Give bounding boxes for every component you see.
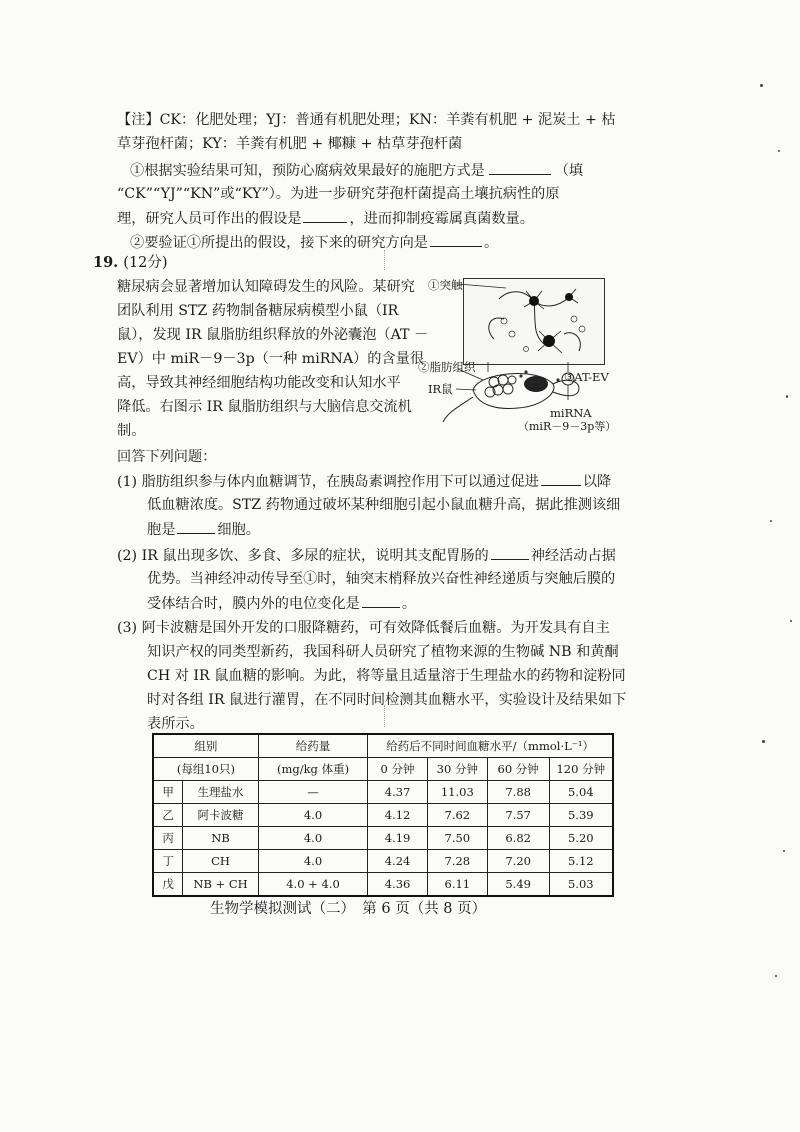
cell-value: 5.49 [487,873,549,897]
sub3-line2: 知识产权的同类型新药，我国科研人员研究了植物来源的生物碱 NB 和黄酮 [147,644,619,660]
sub2-line1: (2) IR 鼠出现多饮、多食、多尿的症状，说明其支配胃肠的 神经活动占据 [117,545,616,566]
cell-value: 7.57 [487,804,549,827]
label-at-ev: ③AT-EV [564,370,609,384]
cell-drug: NB + CH [183,873,259,897]
answer-blank[interactable] [430,232,482,247]
cell-id: 丁 [153,850,183,873]
answer-prompt: 回答下列问题： [117,449,217,465]
cell-value: 5.20 [549,827,613,850]
cell-value: 5.12 [549,850,613,873]
cell-value: 6.11 [427,873,487,897]
header-level: 给药后不同时间血糖水平/（mmol·L⁻¹） [368,734,613,758]
q19-intro-line: 糖尿病会显著增加认知障碍发生的风险。某研究 [117,279,415,295]
scan-speck [783,850,785,852]
answer-blank[interactable] [541,471,581,486]
cell-value: 7.20 [487,850,549,873]
header-group-sub: (每组10只) [153,758,258,781]
sub1-line1: (1) 脂肪组织参与体内血糖调节，在胰岛素调控作用下可以通过促进 以降 [117,471,611,492]
table-row [153,781,613,804]
cell-value: 5.39 [549,804,613,827]
figure-connectors [418,272,623,437]
answer-blank[interactable] [303,208,347,223]
cell-dose: 4.0 + 4.0 [258,873,367,897]
fat-brain-figure [418,272,623,437]
cell-id: 甲 [153,781,183,804]
cell-value: 4.19 [368,827,428,850]
q19-intro-line: 降低。右图示 IR 鼠脂肪组织与大脑信息交流机 [117,399,412,415]
sub3-line5: 表所示。 [147,716,204,732]
sub3-line1: (3) 阿卡波糖是国外开发的口服降糖药，可有效降低餐后血糖。为开发具有自主 [117,620,610,636]
cell-value: 6.82 [487,827,549,850]
scan-speck [778,150,780,152]
answer-blank[interactable] [491,545,529,560]
sub3-line3: CH 对 IR 鼠血糖的影响。为此，将等量且适量溶于生理盐水的药物和淀粉同 [147,668,626,684]
table-header-row [153,734,613,758]
header-time: 60 分钟 [487,758,549,781]
scan-fold-mark [384,250,385,270]
note-line-2: 草芽孢杆菌；KY：羊粪有机肥 + 椰糠 + 枯草芽孢杆菌 [117,136,463,152]
label-mirna-examples: （miR－9－3p等） [518,420,617,433]
q19-intro-line: 团队利用 STZ 药物制备糖尿病模型小鼠（IR [117,303,399,319]
header-time: 0 分钟 [368,758,428,781]
sub1-line2: 低血糖浓度。STZ 药物通过破坏某种细胞引起小鼠血糖升高，据此推测该细 [147,497,621,513]
table-row [153,873,613,897]
table-row [153,827,613,850]
header-time: 120 分钟 [549,758,613,781]
cell-value: 11.03 [427,781,487,804]
cell-dose: 4.0 [258,850,367,873]
cell-value: 4.36 [368,873,428,897]
q19-intro-line: 制。 [117,423,146,439]
sub2-line3: 受体结合时，膜内外的电位变化是 。 [147,593,416,614]
cell-drug: NB [183,827,259,850]
cell-dose: — [258,781,367,804]
header-dose-sub: (mg/kg 体重) [258,758,367,781]
header-dose: 给药量 [258,734,367,758]
sub3-line4: 时对各组 IR 鼠进行灌胃，在不同时间检测其血糖水平，实验设计及结果如下 [147,692,627,708]
cell-value: 7.88 [487,781,549,804]
page-footer: 生物学模拟测试（二） 第 6 页（共 8 页） [210,901,487,917]
table-subheader-row [153,758,613,781]
cell-id: 乙 [153,804,183,827]
sub2-line2: 优势。当神经冲动传导至①时，轴突末梢释放兴奋性神经递质与突触后膜的 [147,571,616,587]
scan-speck [770,520,772,522]
cell-dose: 4.0 [258,804,367,827]
cell-drug: 阿卡波糖 [183,804,259,827]
note-line-1: 【注】CK：化肥处理；YJ：普通有机肥处理；KN：羊粪有机肥 + 泥炭土 + 枯 [117,112,616,128]
cell-drug: 生理盐水 [183,781,259,804]
q18-part1-line1: ①根据实验结果可知，预防心腐病效果最好的施肥方式是 （填 [130,160,583,181]
header-group: 组别 [153,734,258,758]
scan-speck [760,84,763,87]
label-mirna: miRNA [550,406,592,420]
answer-blank[interactable] [362,593,400,608]
sub1-line3: 胞是 细胞。 [147,519,260,540]
question-19-number: 19. (12分) [93,254,168,271]
q18-part1-line2: “CK”“YJ”“KN”或“KY”）。为进一步研究芽孢杆菌提高土壤抗病性的原 [117,186,560,202]
answer-blank[interactable] [177,519,215,534]
table-row [153,850,613,873]
answer-blank[interactable] [489,160,551,175]
cell-value: 7.50 [427,827,487,850]
blood-glucose-table [152,733,614,897]
cell-value: 5.04 [549,781,613,804]
scan-speck [775,975,777,977]
scan-speck [762,740,765,743]
q18-part2: ②要验证①所提出的假设，接下来的研究方向是 。 [130,232,498,253]
cell-value: 4.24 [368,850,428,873]
label-synapse: ①突触 [428,278,463,292]
cell-dose: 4.0 [258,827,367,850]
cell-value: 4.37 [368,781,428,804]
cell-value: 7.28 [427,850,487,873]
cell-id: 丙 [153,827,183,850]
cell-id: 戊 [153,873,183,897]
scan-speck [786,395,788,398]
q19-intro-line: EV）中 miR－9－3p（一种 miRNA）的含量很 [117,351,425,367]
cell-drug: CH [183,850,259,873]
q18-part1-line3: 理，研究人员可作出的假设是 ，进而抑制疫霉属真菌数量。 [117,208,534,229]
label-fat-tissue: ②脂肪组织 [418,360,476,374]
label-ir-mouse: IR鼠 [428,382,453,396]
q19-intro-line: 高，导致其神经细胞结构功能改变和认知水平 [117,375,401,391]
scan-speck [790,620,792,622]
q19-intro-line: 鼠），发现 IR 鼠脂肪组织释放的外泌囊泡（AT － [117,327,429,343]
cell-value: 5.03 [549,873,613,897]
cell-value: 7.62 [427,804,487,827]
cell-value: 4.12 [368,804,428,827]
header-time: 30 分钟 [427,758,487,781]
table-row [153,804,613,827]
